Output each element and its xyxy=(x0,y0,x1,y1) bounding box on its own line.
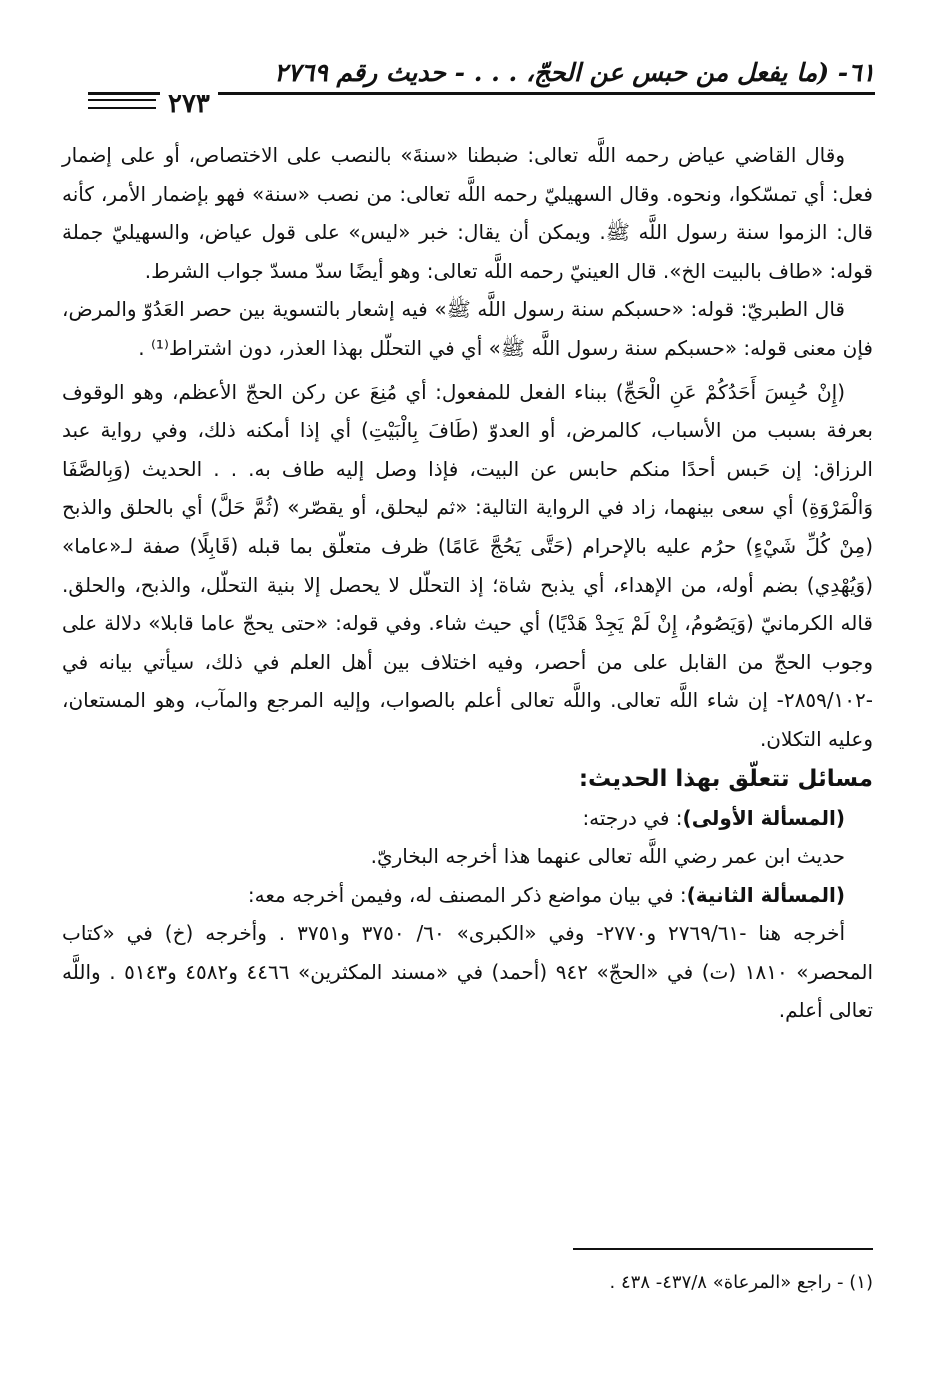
issue-1-title: : في درجته: xyxy=(582,805,683,830)
main-text xyxy=(62,136,873,1030)
issue-2-text: أخرجه هنا -٢٧٦٩/٦١ و٢٧٧٠- وفي «الكبرى» ٦٠/ ٣٧٥٠ و٣٧٥١ . وأخرجه (خ) في «كتاب المحصر» ١٨١٠ (ت) في «الحجّ» ٩٤٢ (أحمد) في «مسند المكثرين» ٤٤٦٦ و٤٥٨٢ و٥١٤٣ . واللَّه تعالى أعلم. xyxy=(62,921,874,1023)
issue-1-heading xyxy=(62,799,873,838)
issue-1-label: (المسألة الأولى) xyxy=(682,805,845,830)
paragraph: وقال القاضي عياض رحمه اللَّه تعالى: ضبطنا «سنةَ» بالنصب على الاختصاص، أو على إضمار فعل: أي تمسّكوا، ونحوه. وقال السهيليّ رحمه اللَّه تعالى: من نصب «سنة» فهو بإضمار الأمر، كأنه قال: الزموا سنة رسول اللَّه ﷺ. ويمكن أن يقال: خبر «ليس» على قول عياض، والسهيليّ جملة قوله: «طاف بالبيت الخ». قال العينيّ رحمه اللَّه تعالى: وهو أيضًا سدّ مسدّ جواب الشرط. xyxy=(62,143,873,283)
section-heading: مسائل تتعلّق بهذا الحديث: xyxy=(578,765,873,792)
footnote-separator xyxy=(573,1248,873,1250)
header-double-rule xyxy=(88,99,156,109)
running-title: ٦١- (ما يفعل من حبس عن الحجّ، . . . - حديث رقم ٢٧٦٩ xyxy=(274,58,875,87)
issue-2-title: : في بيان مواضع ذكر المصنف له، وفيمن أخرجه معه: xyxy=(247,882,687,907)
footnote: (١) - راجع «المرعاة» ٤٣٧/٨- ٤٣٨ . xyxy=(609,1272,873,1293)
issue-1-text: حديث ابن عمر رضي اللَّه تعالى عنهما هذا أخرجه البخاريّ. xyxy=(370,844,845,869)
paragraph: (إِنْ حُبِسَ أَحَدُكُمْ عَنِ الْحَجِّ) ببناء الفعل للمفعول: أي مُنِعَ عن ركن الحجّ الأعظم، وهو الوقوف بعرفة بسبب من الأسباب، كالمرض، أو العدوّ (طَافَ بِالْبَيْتِ) أي إذا أمكنه ذلك، وفي رواية عبد الرزاق: إن حَبس أحدًا منكم حابس عن البيت، فإذا وصل إليه طاف به. . . الحديث (وَبِالصَّفَا وَالْمَرْوَةِ) أي سعى بينهما، زاد في الرواية التالية: «ثم ليحلق، أو يقصّر» (ثُمَّ حَلَّ) أي بالحلق والذبح (مِنْ كُلِّ شَيْءٍ) حرُم عليه بالإحرام (حَتَّى يَحُجَّ عَامًا) ظرف متعلّق بما قبله (قَابِلًا) صفة لـ«عاما» (وَيُهْدِي) بضم أوله، من الإهداء، أي يذبح شاة؛ إذ التحلّل لا يحصل إلا بنية التحلّل، والذبح، والحلق. قاله الكرمانيّ (وَيَصُومُ، إِنْ لَمْ يَجِدْ هَدْيًا) أي حيث شاء. وفي قوله: «حتى يحجّ عاما قابلا» دلالة على وجوب الحجّ من القابل على من أحصر، وفيه اختلاف بين أهل العلم في ذلك، سيأتي بيانه في -٢٨٥٩/١٠٢- إن شاء اللَّه تعالى. واللَّه تعالى أعلم بالصواب، وإليه المرجع والمآب، وهو المستعان، وعليه التكلان. xyxy=(62,379,873,751)
page-number: ٢٧٣ xyxy=(160,90,218,118)
page-header xyxy=(88,56,875,118)
paragraph: قال الطبريّ: قوله: «حسبكم سنة رسول اللَّه ﷺ» فيه إشعار بالتسوية بين حصر العَدُوّ والمرض، فإن معنى قوله: «حسبكم سنة رسول اللَّه ﷺ» أي في التحلّل بهذا العذر، دون اشتراط⁽¹⁾ . xyxy=(62,297,873,360)
issue-2-heading xyxy=(62,876,873,915)
issue-2-label: (المسألة الثانية) xyxy=(686,882,845,907)
